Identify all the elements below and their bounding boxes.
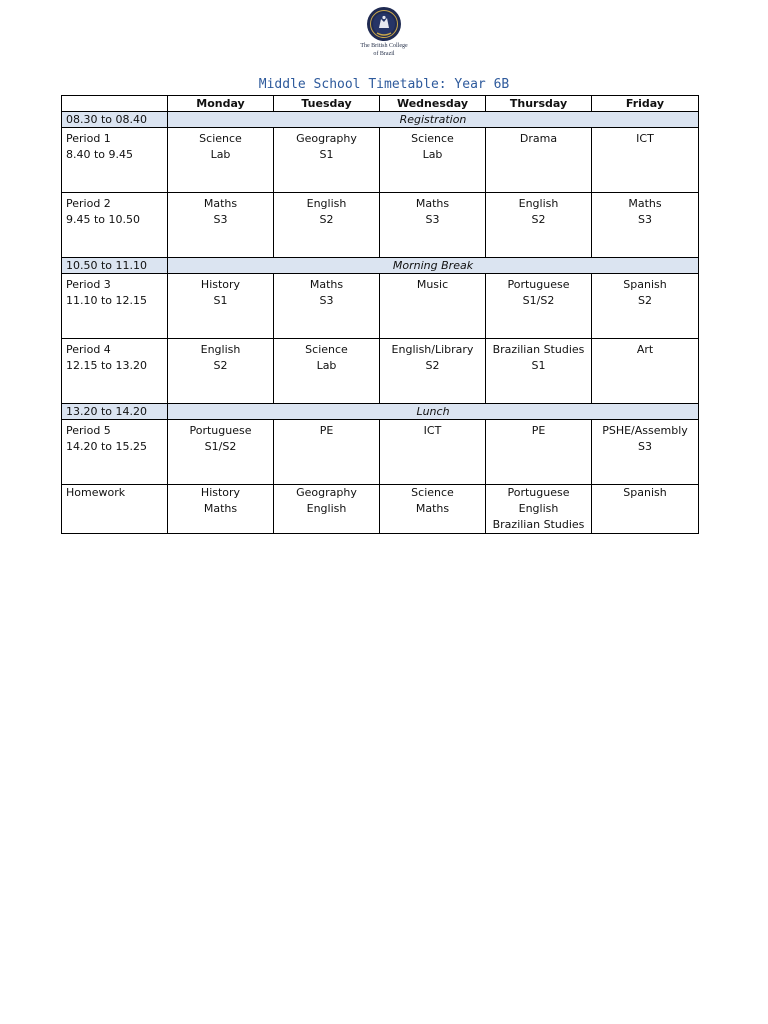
lesson-line: Art — [636, 343, 654, 356]
lesson-line: PE — [531, 424, 546, 437]
lesson-cell-thursday — [486, 420, 592, 485]
period-label — [62, 274, 168, 339]
lesson-line: English — [306, 197, 347, 210]
lesson-cell-tuesday — [274, 339, 380, 404]
lesson-line: Spanish — [623, 278, 667, 291]
break-label: Morning Break — [168, 258, 699, 274]
time-label: 10.50 to 11.10 — [62, 258, 168, 274]
period-label-line: Period 3 — [66, 278, 111, 291]
period-label-line: Period 2 — [66, 197, 111, 210]
lesson-cell-tuesday — [274, 128, 380, 193]
lesson-line: Maths — [415, 502, 450, 515]
logo-caption-line1: The British College — [360, 43, 408, 49]
lesson-line: Drama — [519, 132, 558, 145]
lesson-line: ICT — [636, 132, 654, 145]
lesson-cell-thursday — [486, 339, 592, 404]
lesson-line: History — [200, 486, 241, 499]
period-label-line: 12.15 to 13.20 — [66, 359, 148, 372]
lesson-cell-friday — [592, 420, 699, 485]
lesson-line: S1 — [213, 294, 228, 307]
lesson-line: English — [200, 343, 241, 356]
period-label-line: Period 5 — [66, 424, 111, 437]
page-title: Middle School Timetable: Year 6B — [258, 77, 510, 92]
lesson-line: Spanish — [623, 486, 667, 499]
homework-row — [62, 485, 699, 534]
lesson-line: S2 — [425, 359, 440, 372]
lesson-line: Portuguese — [189, 424, 252, 437]
lesson-line: S2 — [213, 359, 228, 372]
lesson-line: S1 — [531, 359, 546, 372]
break-row — [62, 404, 699, 420]
period-label-line: Period 1 — [66, 132, 111, 145]
lesson-cell-tuesday — [274, 420, 380, 485]
timetable-body — [62, 112, 699, 534]
lesson-line: Portuguese — [507, 486, 570, 499]
lesson-cell-tuesday — [274, 193, 380, 258]
lesson-cell-wednesday — [380, 485, 486, 534]
break-label: Lunch — [168, 404, 699, 420]
lesson-line: Maths — [415, 197, 450, 210]
lesson-line: Science — [199, 132, 242, 145]
period-label-line: 14.20 to 15.25 — [66, 440, 148, 453]
lesson-line: S3 — [425, 213, 440, 226]
lesson-cell-monday — [168, 420, 274, 485]
period-label — [62, 420, 168, 485]
period-row — [62, 274, 699, 339]
lesson-line: English — [306, 502, 347, 515]
lesson-line: Science — [411, 132, 454, 145]
day-header-wednesday: Wednesday — [380, 96, 486, 112]
lesson-line: Lab — [422, 148, 443, 161]
lesson-line: Maths — [309, 278, 344, 291]
lesson-line: S2 — [531, 213, 546, 226]
lesson-line: Geography — [296, 486, 357, 499]
lesson-cell-monday — [168, 128, 274, 193]
lesson-line: Geography — [296, 132, 357, 145]
lesson-cell-wednesday — [380, 420, 486, 485]
lesson-line: English — [518, 502, 559, 515]
lesson-line: Science — [411, 486, 454, 499]
period-label — [62, 128, 168, 193]
lesson-line: S2 — [319, 213, 334, 226]
lesson-cell-tuesday — [274, 274, 380, 339]
lesson-cell-friday — [592, 339, 699, 404]
lesson-line: PSHE/Assembly — [602, 424, 688, 437]
lesson-line: English — [518, 197, 559, 210]
lesson-cell-thursday — [486, 485, 592, 534]
timetable — [61, 95, 699, 534]
lesson-cell-wednesday — [380, 193, 486, 258]
period-label-line: 9.45 to 10.50 — [66, 213, 141, 226]
day-header-monday: Monday — [168, 96, 274, 112]
lesson-cell-friday — [592, 485, 699, 534]
lesson-line: Portuguese — [507, 278, 570, 291]
period-label — [62, 485, 168, 534]
day-header-tuesday: Tuesday — [274, 96, 380, 112]
lesson-cell-monday — [168, 193, 274, 258]
lesson-line: Lab — [210, 148, 231, 161]
period-label-line: Period 4 — [66, 343, 111, 356]
period-row — [62, 420, 699, 485]
lesson-line: Lab — [316, 359, 337, 372]
lesson-cell-thursday — [486, 193, 592, 258]
lesson-line: Brazilian Studies — [492, 518, 585, 531]
lesson-cell-wednesday — [380, 339, 486, 404]
lesson-line: PE — [319, 424, 334, 437]
logo-caption-line2: of Brazil — [373, 51, 395, 57]
lesson-cell-friday — [592, 128, 699, 193]
day-header-friday: Friday — [592, 96, 699, 112]
timetable-header-row — [62, 96, 699, 112]
period-label — [62, 193, 168, 258]
period-label-line: 8.40 to 9.45 — [66, 148, 134, 161]
period-label-line: 11.10 to 12.15 — [66, 294, 148, 307]
lesson-line: S1/S2 — [204, 440, 237, 453]
lesson-line: Music — [416, 278, 449, 291]
lesson-line: S3 — [213, 213, 228, 226]
lesson-line: S3 — [638, 213, 652, 226]
lesson-line: Maths — [203, 502, 238, 515]
lesson-line: English/Library — [391, 343, 474, 356]
day-header-thursday: Thursday — [486, 96, 592, 112]
lesson-cell-friday — [592, 274, 699, 339]
lesson-line: S3 — [319, 294, 334, 307]
lesson-cell-monday — [168, 339, 274, 404]
corner-cell — [62, 96, 168, 112]
time-label: 08.30 to 08.40 — [62, 112, 168, 128]
lesson-line: Science — [305, 343, 348, 356]
lesson-line: Maths — [628, 197, 662, 210]
lesson-cell-thursday — [486, 274, 592, 339]
lesson-line: Brazilian Studies — [492, 343, 585, 356]
lesson-line: S3 — [638, 440, 652, 453]
lesson-cell-tuesday — [274, 485, 380, 534]
lesson-line: S1/S2 — [522, 294, 555, 307]
lesson-cell-thursday — [486, 128, 592, 193]
lesson-line: ICT — [423, 424, 442, 437]
break-row — [62, 258, 699, 274]
crest-icon — [366, 6, 402, 42]
break-row — [62, 112, 699, 128]
lesson-cell-friday — [592, 193, 699, 258]
lesson-line: History — [200, 278, 241, 291]
school-logo — [354, 6, 414, 66]
lesson-line: S2 — [638, 294, 652, 307]
period-label-line: Homework — [66, 486, 126, 499]
lesson-line: Maths — [203, 197, 238, 210]
period-label — [62, 339, 168, 404]
break-label: Registration — [168, 112, 699, 128]
period-row — [62, 193, 699, 258]
lesson-cell-monday — [168, 485, 274, 534]
lesson-line: S1 — [319, 148, 334, 161]
period-row — [62, 339, 699, 404]
lesson-cell-wednesday — [380, 274, 486, 339]
period-row — [62, 128, 699, 193]
lesson-cell-monday — [168, 274, 274, 339]
time-label: 13.20 to 14.20 — [62, 404, 168, 420]
lesson-cell-wednesday — [380, 128, 486, 193]
